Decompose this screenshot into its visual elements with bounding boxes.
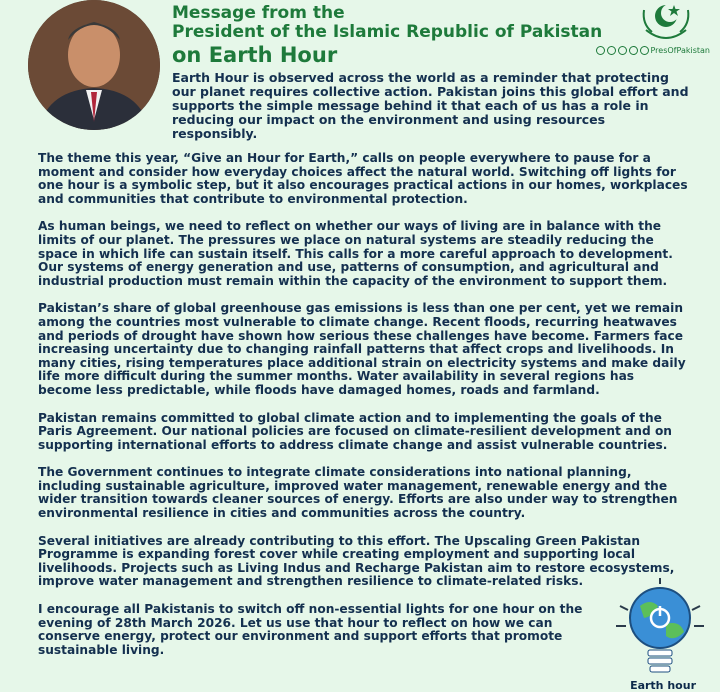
paragraph: The theme this year, “Give an Hour for Earth,” calls on people everywhere to pause for a moment and consider how everyday choices affect the natural world. Switching off lights for one hour is a symbolic step, but it also encourages practical actions in our homes, workplaces and communities that contribute to environmental protection. [38,151,688,206]
social-handle [596,46,711,55]
message-body [38,152,690,671]
instagram-icon [618,46,627,55]
paragraph: I encourage all Pakistanis to switch off non-essential lights for one hour on the evening of 28th March 2026. Let us use that hour to reflect on how we can conserve energy, protect our environment and support efforts that promote sustainable living. [38,602,583,657]
facebook-icon [607,46,616,55]
paragraph: The Government continues to integrate climate considerations into national planning, including sustainable agriculture, improved water management, renewable energy and the wider transition towards cleaner sources of energy. Efforts are also under way to strengthen environmental resilience in cities and communities across the country. [38,465,678,521]
crescent-star-emblem-icon [638,0,694,46]
paragraph: As human beings, we need to reflect on whether our ways of living are in balance with the limits of our planet. The pressures we place on natural systems are steadily reducing the space in which life can sustain itself. This calls for a more careful approach to development. Our systems of energy generation and use, patterns of consumption, and agricultural and industrial production must remain within the capacity of the environment to support them. [38,219,673,288]
paragraph: Pakistan remains committed to global climate action and to implementing the goals of the Paris Agreement. Our national policies are focused on climate-resilient development and on supporting international efforts to address climate change and assist vulnerable countries. [38,410,672,452]
page-title [172,4,602,68]
tiktok-icon [640,46,649,55]
president-portrait [28,0,160,130]
title-line-2: President of the Islamic Republic of Pakistan [172,22,603,42]
youtube-icon [629,46,638,55]
handle-text: PresOfPakistan [650,46,710,55]
twitter-icon [596,46,605,55]
paragraph: Several initiatives are already contributing to this effort. The Upscaling Green Pakistan Programme is expanding forest cover while creating employment and supporting local livelihoods. Projects such as Living Indus and Recharge Pakistan aim to restore ecosystems, improve water management and strengthen resilience to climate-related risks. [38,533,675,589]
paragraph: Pakistan’s share of global greenhouse gas emissions is less than one per cent, yet we remain among the countries most vulnerable to climate change. Recent floods, recurring heatwaves and periods of drought have shown how serious these challenges have become. Farmers face increasing uncertainty due to changing rainfall patterns that affect crops and livelihoods. In many cities, rising temperatures place additional strain on electricity systems and make daily life more difficult during the summer months. Water availability in several regions has become less predictable, while floods have damaged homes, roads and farmland. [38,301,686,397]
globe-lightbulb-icon [610,576,710,676]
earth-hour-label: Earth hour [630,679,696,692]
earth-hour-bulb [610,576,710,686]
portrait-image [28,0,160,130]
intro-paragraph: Earth Hour is observed across the world as a reminder that protecting our planet requires collective action. Pakistan joins this global effort and supports the simple message behind it that each of us has a role in reducing our impact on the environment and using resources responsibly. [172,70,689,141]
presidency-logo [638,0,694,46]
title-line-1: Message from the [172,3,345,23]
title-line-3: on Earth Hour [172,43,338,67]
